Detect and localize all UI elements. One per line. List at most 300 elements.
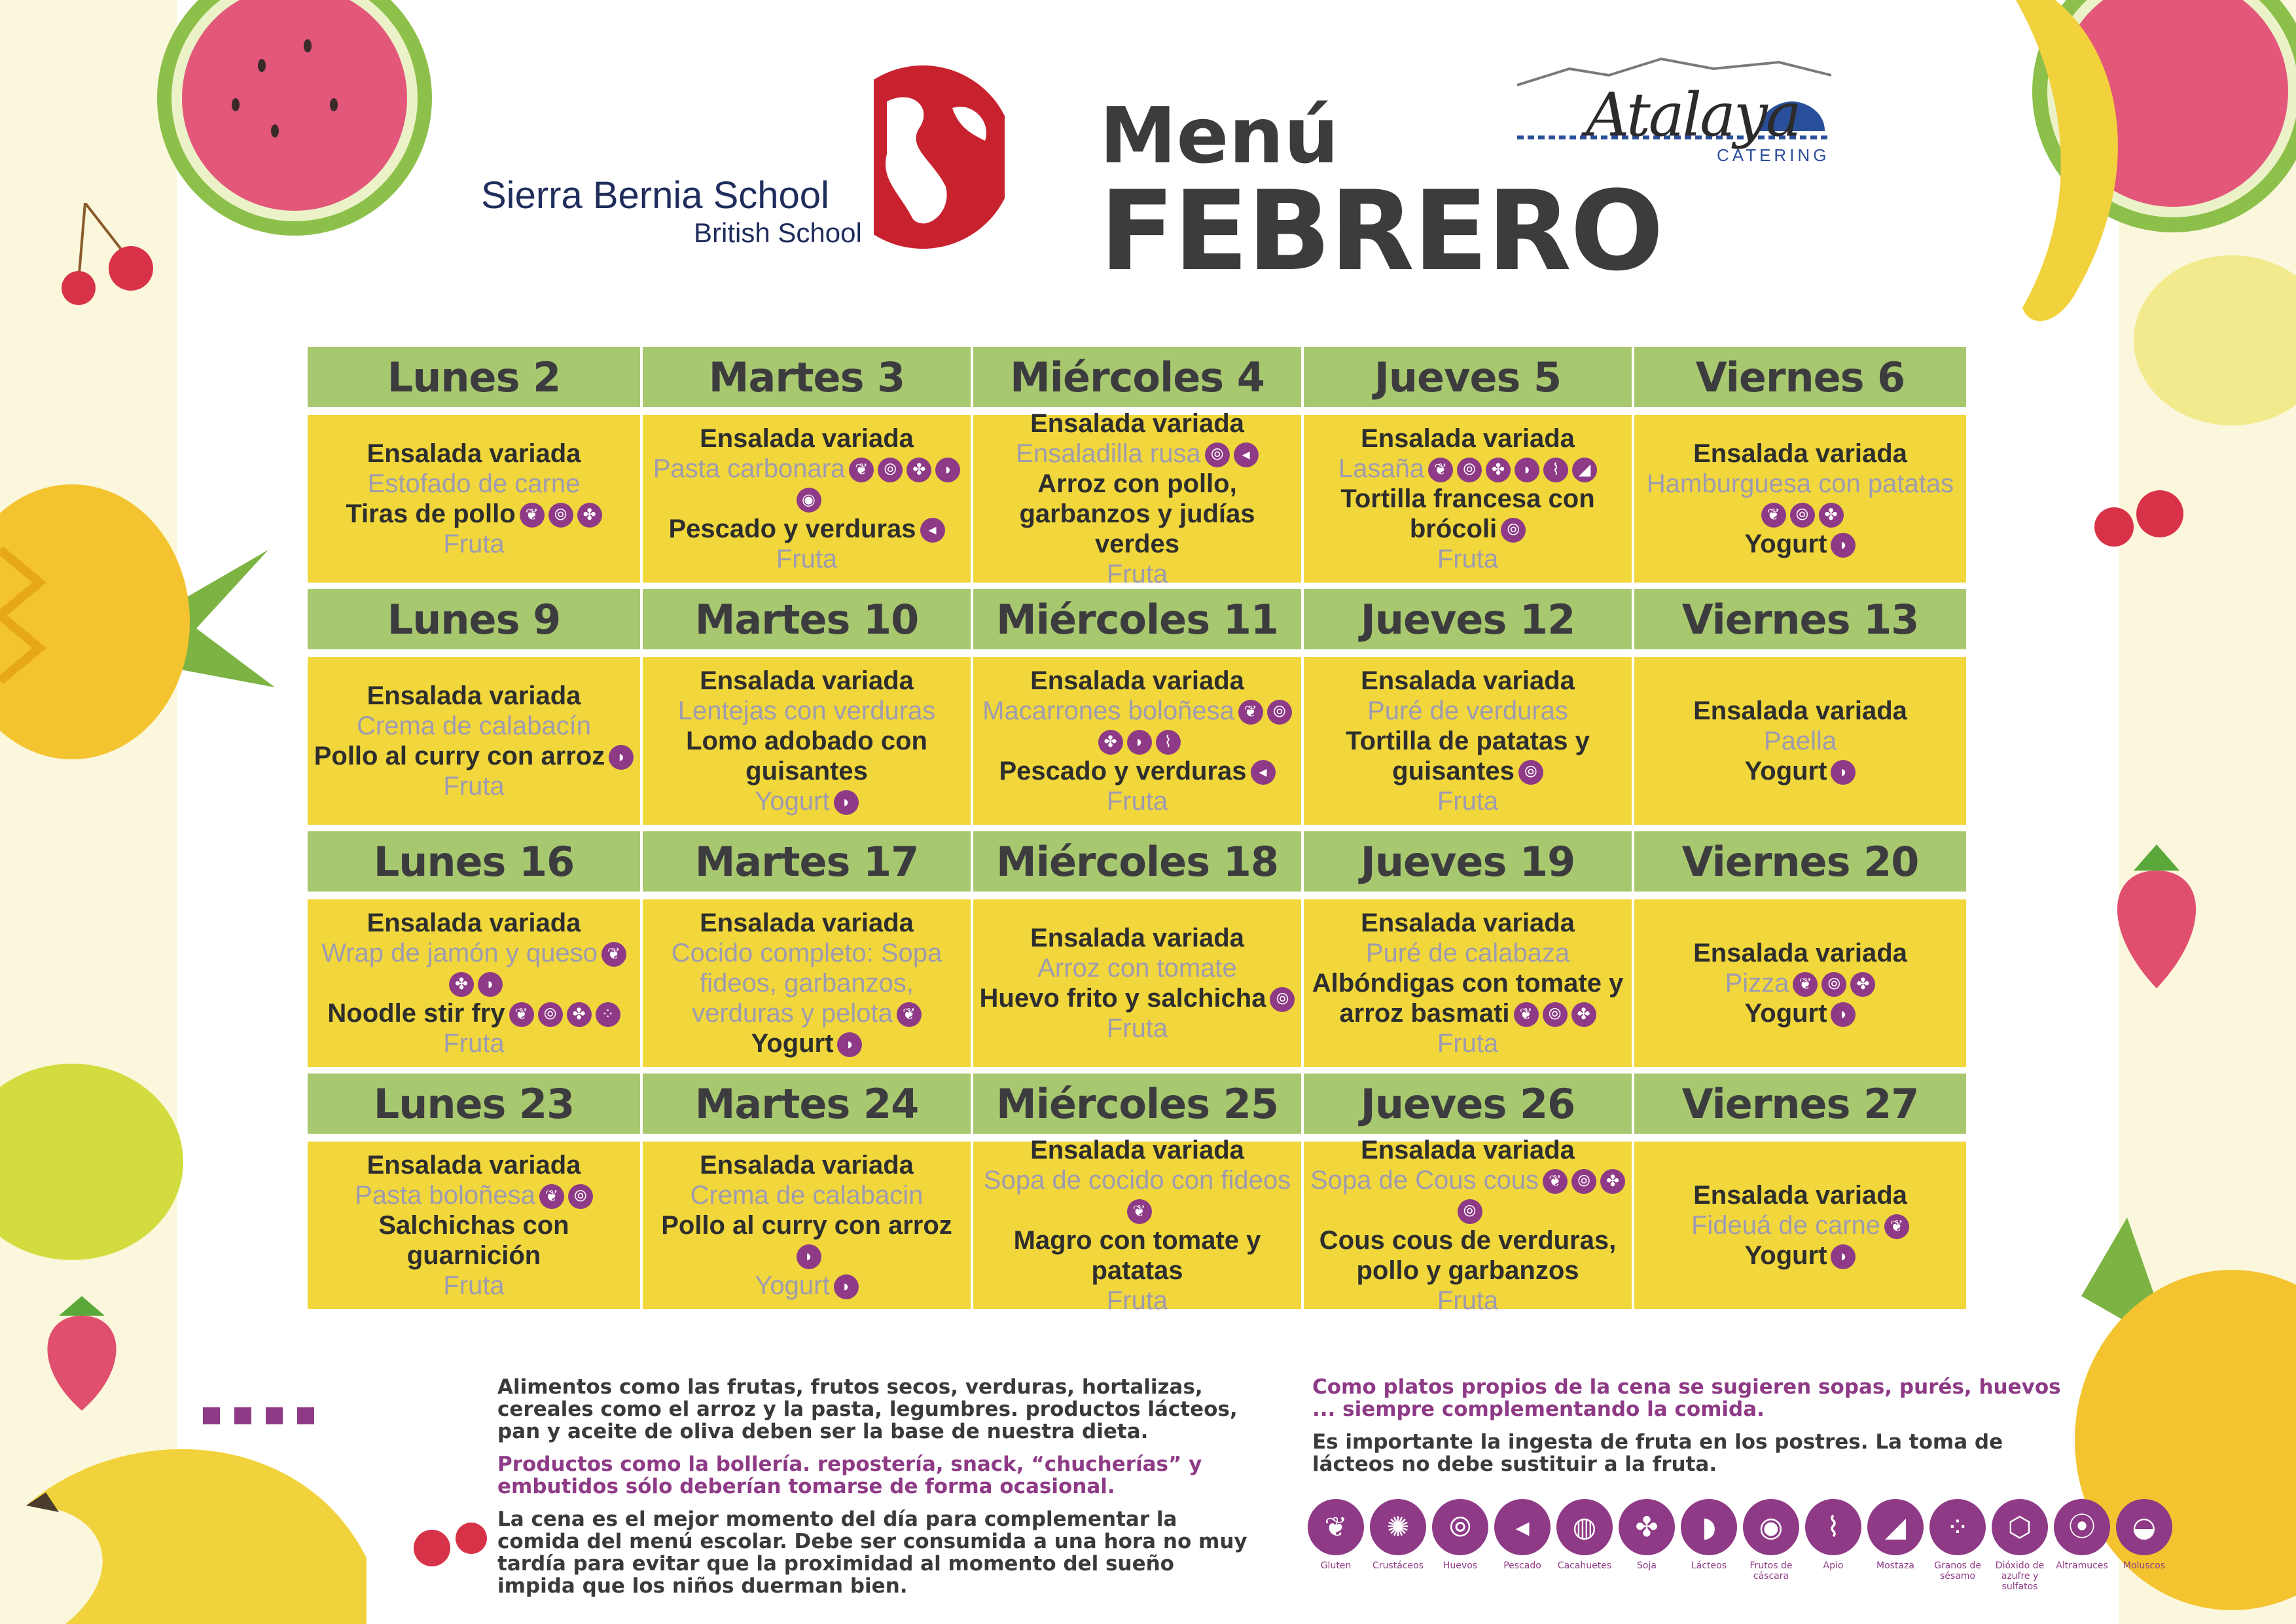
gluten-icon: ❦ (1514, 1002, 1539, 1027)
eggs-icon: ⦾ (1432, 1499, 1488, 1555)
note-paragraph: Como platos propios de la cena se sugieren sopas, purés, huevos ... siempre complementando la comida. (1312, 1375, 2061, 1421)
cherries-decoration-left (52, 203, 183, 314)
dish-line (975, 983, 1300, 1013)
dish-name: Ensalada variada (1361, 424, 1575, 453)
gluten-icon: ❦ (1793, 972, 1818, 997)
dish-name: Lomo adobado con guisantes (686, 727, 927, 785)
mustard-icon: ◢ (1572, 458, 1597, 482)
cherries-decoration-bottom (406, 1499, 497, 1578)
day-menu (973, 1136, 1301, 1315)
dish-name: Puré de calabaza (1365, 939, 1570, 967)
soy-icon: ✤ (1850, 972, 1875, 997)
dish-name: Yogurt (1744, 1241, 1827, 1270)
day-menu (1304, 899, 1632, 1067)
dish-line (749, 786, 863, 816)
dish-line (994, 756, 1281, 786)
caterer-subtitle: CATERING (1717, 145, 1830, 165)
dish-line (1304, 968, 1632, 1028)
dish-name: Ensaladilla rusa (1016, 439, 1201, 468)
gluten-icon: ❦ (1238, 700, 1263, 725)
lemon-decoration-left (0, 1047, 196, 1276)
dish-name: Hamburguesa con patatas (1646, 469, 1954, 498)
dish-name: Yogurt (755, 787, 830, 816)
dish-name: Sopa de cocido con fideos (983, 1166, 1291, 1195)
legend-label: Dióxido de azufre y sulfatos (1995, 1561, 2045, 1592)
gluten-icon: ❦ (897, 1002, 922, 1027)
legend-label: Frutos de cáscara (1749, 1561, 1793, 1581)
crustaceans-icon: ✺ (1370, 1499, 1426, 1555)
dish-line (1686, 1210, 1914, 1240)
fish-icon: ◂ (920, 518, 945, 543)
dish-line (438, 1271, 509, 1301)
mustard-icon: ◢ (1867, 1499, 1924, 1555)
legend-item (1865, 1499, 1926, 1571)
dish-line (643, 726, 971, 786)
eggs-icon: ⦾ (1571, 1169, 1596, 1194)
legend-label: Granos de sésamo (1934, 1561, 1981, 1581)
dish-name: Fruta (1437, 1029, 1499, 1058)
day-menu (1634, 899, 1966, 1067)
dish-name: Estofado de carne (367, 469, 581, 498)
caterer-name: Atalaya (1586, 80, 1800, 150)
eggs-icon: ⦾ (1457, 458, 1482, 482)
dish-line (1011, 439, 1263, 469)
legend-label: Moluscos (2123, 1561, 2166, 1571)
menu-title: Menú (1100, 90, 1339, 181)
dish-name: Fruta (1437, 545, 1499, 573)
soy-icon: ✤ (1098, 730, 1123, 755)
soy-icon: ✤ (1600, 1169, 1625, 1194)
dish-name: Paella (1763, 727, 1837, 755)
dish-line (322, 998, 625, 1028)
dish-name: Ensalada variada (1693, 439, 1907, 468)
legend-label: Pescado (1503, 1561, 1541, 1571)
dish-name: Huevo frito y salchicha (979, 984, 1266, 1013)
day-menu (1634, 1142, 1966, 1309)
soy-icon: ✤ (449, 972, 474, 997)
week-row (308, 347, 1975, 588)
dish-line (1688, 696, 1912, 726)
dish-line (308, 938, 640, 998)
dish-name: Pollo al curry con arroz (314, 742, 605, 770)
eggs-icon: ⦾ (1790, 503, 1815, 528)
dish-name: Fruta (1106, 560, 1168, 588)
dish-name: Ensalada variada (367, 439, 581, 468)
dish-name: Albóndigas con tomate y arroz basmati (1312, 969, 1624, 1028)
dish-line (309, 741, 639, 771)
day-header: Martes 3 (643, 347, 971, 407)
day-header: Viernes 13 (1634, 589, 1966, 649)
dish-name: Arroz con tomate (1037, 954, 1237, 983)
day-menu (643, 415, 971, 583)
dairy-icon: ◗ (1831, 1244, 1856, 1269)
dish-line (1025, 1135, 1249, 1165)
dish-line (673, 696, 941, 726)
dish-name: Sopa de Cous cous (1310, 1166, 1539, 1195)
day-header: Lunes 9 (308, 589, 640, 649)
day-header: Martes 17 (643, 831, 971, 892)
caterer-logo (1517, 39, 1831, 170)
eggs-icon: ⦾ (1267, 700, 1292, 725)
dish-line (1102, 559, 1173, 589)
gluten-icon: ❦ (1884, 1214, 1909, 1239)
dish-line (1355, 1135, 1580, 1165)
fish-icon: ◂ (1494, 1499, 1551, 1555)
dish-line (1025, 408, 1249, 439)
day-menu (1304, 1136, 1632, 1315)
fish-icon: ◂ (1234, 442, 1259, 467)
day-header: Jueves 12 (1304, 589, 1632, 649)
dairy-icon: ◗ (797, 1244, 821, 1269)
dish-line (1688, 439, 1912, 469)
dish-name: Yogurt (751, 1029, 834, 1058)
peanuts-icon: ◍ (1556, 1499, 1613, 1555)
day-header: Lunes 2 (308, 347, 640, 407)
legend-label: Altramuces (2056, 1561, 2108, 1571)
day-header: Jueves 5 (1304, 347, 1632, 407)
dish-line (350, 1180, 598, 1210)
dish-line (1102, 786, 1173, 816)
eggs-icon: ⦾ (538, 1002, 563, 1027)
gluten-icon: ❦ (520, 503, 545, 528)
dish-line (746, 1028, 868, 1058)
legend-item (2114, 1499, 2174, 1571)
day-menu (308, 1142, 640, 1309)
dish-line (1432, 1028, 1503, 1058)
legend-label: Soja (1637, 1561, 1657, 1571)
dish-line (1355, 908, 1580, 938)
dish-line (1432, 544, 1503, 574)
month-title: FEBRERO (1100, 167, 1662, 295)
dish-line (1032, 953, 1242, 983)
dish-name: Fruta (1106, 787, 1168, 816)
dish-line (973, 1225, 1301, 1286)
dish-line (308, 1210, 640, 1271)
dish-name: Ensalada variada (1693, 696, 1907, 725)
dish-name: Pescado y verduras (999, 757, 1247, 785)
gluten-icon: ❦ (849, 458, 874, 482)
dairy-icon: ◗ (1831, 1002, 1856, 1027)
dish-line (1362, 696, 1573, 726)
nuts-icon: ◉ (1743, 1499, 1799, 1555)
dairy-icon: ◗ (609, 745, 634, 770)
dish-name: Ensalada variada (700, 1151, 914, 1180)
dish-name: Ensalada variada (700, 666, 914, 695)
legend-item (1741, 1499, 1801, 1581)
soy-icon: ✤ (577, 503, 602, 528)
eggs-icon: ⦾ (1205, 442, 1230, 467)
purple-dots-decoration (203, 1407, 334, 1427)
eggs-icon: ⦾ (548, 503, 573, 528)
dish-name: Arroz con pollo, garbanzos y judías verdes (1019, 469, 1255, 558)
day-header: Miércoles 11 (973, 589, 1301, 649)
dish-line (749, 1271, 863, 1301)
dish-name: Fruta (443, 772, 505, 801)
legend-label: Cacahuetes (1557, 1561, 1612, 1571)
dish-line (1333, 454, 1602, 484)
dairy-icon: ◗ (837, 1032, 862, 1057)
dish-name: Fruta (443, 530, 505, 558)
dish-name: Tortilla francesa con brócoli (1340, 484, 1595, 543)
dish-line (1304, 726, 1632, 786)
day-header: Viernes 20 (1634, 831, 1966, 892)
gluten-icon: ❦ (1127, 1199, 1152, 1224)
dish-line (1740, 998, 1861, 1028)
dish-line (694, 1150, 919, 1180)
dish-name: Yogurt (1744, 530, 1827, 558)
dish-line (1025, 923, 1249, 953)
dish-line (438, 529, 509, 559)
dish-name: Yogurt (1744, 757, 1827, 785)
dish-name: Ensalada variada (367, 909, 581, 937)
gluten-icon: ❦ (1543, 1169, 1568, 1194)
sesame-icon: ⁘ (1929, 1499, 1986, 1555)
dairy-icon: ◗ (935, 458, 960, 482)
banana-decoration-left (26, 1427, 367, 1624)
sulphites-icon: ⬡ (1992, 1499, 2048, 1555)
legend-label: Huevos (1443, 1561, 1478, 1571)
dish-line (438, 1028, 509, 1058)
dish-line (362, 439, 586, 469)
legend-label: Mostaza (1876, 1561, 1914, 1571)
gluten-icon: ❦ (539, 1184, 564, 1209)
dish-line (643, 454, 971, 514)
legend-item (1990, 1499, 2050, 1592)
celery-icon: ⌇ (1805, 1499, 1861, 1555)
eggs-icon: ⦾ (1501, 518, 1526, 543)
dish-line (1304, 1165, 1632, 1225)
dish-name: Fruta (776, 545, 838, 573)
dairy-icon: ◗ (1515, 458, 1539, 482)
dish-name: Fruta (1437, 1286, 1499, 1315)
dish-name: Ensalada variada (1030, 409, 1244, 438)
day-menu (1634, 415, 1966, 583)
legend-item (2052, 1499, 2112, 1571)
dish-line (1025, 666, 1249, 696)
watermelon-decoration-left (137, 0, 445, 268)
day-menu (643, 657, 971, 825)
cherries-decoration-right (2081, 452, 2193, 556)
dish-line (363, 469, 586, 499)
note-paragraph: Productos como la bollería. repostería, snack, “chucherías” y embutidos sólo deberían tomarse de forma ocasional. (497, 1453, 1202, 1498)
dish-line (340, 499, 607, 529)
dish-name: Ensalada variada (1030, 666, 1244, 695)
dish-name: Pasta boloñesa (355, 1181, 535, 1210)
day-header: Lunes 23 (308, 1074, 640, 1134)
dish-line (685, 1180, 929, 1210)
gluten-icon: ❦ (509, 1002, 534, 1027)
day-header: Miércoles 18 (973, 831, 1301, 892)
dish-line (973, 696, 1301, 756)
day-menu (308, 899, 640, 1067)
dish-line (1304, 1225, 1632, 1286)
dish-line (694, 908, 919, 938)
legend-label: Gluten (1320, 1561, 1352, 1571)
legend-item (1617, 1499, 1677, 1571)
soy-icon: ✤ (1486, 458, 1511, 482)
dish-name: Lentejas con verduras (677, 696, 936, 725)
dish-name: Ensalada variada (700, 424, 914, 453)
dish-name: Fruta (1437, 787, 1499, 816)
dish-name: Ensalada variada (1361, 666, 1575, 695)
dish-name: Noodle stir fry (327, 999, 505, 1028)
dish-name: Crema de calabacín (357, 712, 591, 740)
note-paragraph: La cena es el mejor momento del día para complementar la comida del menú escolar. Debe ser consumida a una hora no muy tardía para evitar que la proximidad al momento del sueño impida que los niños duerman bien. (497, 1507, 1247, 1598)
day-menu (973, 409, 1301, 588)
dish-line (1304, 484, 1632, 544)
legend-item (1554, 1499, 1615, 1571)
school-logo (481, 62, 1005, 259)
dish-line (1634, 469, 1966, 529)
dairy-icon: ◗ (1681, 1499, 1737, 1555)
day-header: Jueves 19 (1304, 831, 1632, 892)
week-row (308, 831, 1975, 1067)
dish-name: Ensalada variada (1361, 909, 1575, 937)
dish-name: Macarrones boloñesa (982, 696, 1234, 725)
dairy-icon: ◗ (478, 972, 503, 997)
dish-name: Yogurt (1744, 999, 1827, 1028)
day-menu (308, 415, 640, 583)
eggs-icon: ⦾ (1270, 987, 1295, 1012)
legend-item (1306, 1499, 1366, 1571)
day-menu (1304, 415, 1632, 583)
dish-line (973, 469, 1301, 559)
dish-name: Tortilla de patatas y guisantes (1346, 727, 1590, 785)
dish-name: Fruta (1106, 1014, 1168, 1043)
gluten-icon: ❦ (1308, 1499, 1364, 1555)
dish-line (643, 1210, 971, 1271)
dish-name: Ensalada variada (367, 1151, 581, 1180)
day-menu (308, 657, 640, 825)
lemon-decoration-right (2127, 242, 2296, 439)
molluscs-icon: ◒ (2116, 1499, 2172, 1555)
dish-name: Tiras de pollo (346, 499, 516, 528)
legend-label: Apio (1823, 1561, 1844, 1571)
school-name: Sierra Bernia School (481, 174, 829, 217)
day-header: Lunes 16 (308, 831, 640, 892)
celery-icon: ⌇ (1543, 458, 1568, 482)
dish-name: Magro con tomate y patatas (1013, 1226, 1261, 1285)
day-menu (973, 899, 1301, 1067)
dairy-icon: ◗ (834, 790, 859, 815)
day-header: Viernes 27 (1634, 1074, 1966, 1134)
legend-item (1928, 1499, 1988, 1581)
day-menu (1634, 657, 1966, 825)
dish-name: Ensalada variada (1361, 1136, 1575, 1164)
dish-name: Lasaña (1338, 454, 1425, 483)
gluten-icon: ❦ (601, 942, 626, 967)
dish-name: Ensalada variada (1030, 1136, 1244, 1164)
legend-item (1430, 1499, 1490, 1571)
eggs-icon: ⦾ (878, 458, 903, 482)
strawberry-decoration-left (33, 1296, 131, 1414)
legend-item (1679, 1499, 1739, 1571)
dish-line (1102, 1286, 1173, 1316)
pineapple-decoration-left (0, 471, 275, 772)
day-header: Martes 24 (643, 1074, 971, 1134)
dish-line (694, 666, 919, 696)
legend-label: Crustáceos (1372, 1561, 1424, 1571)
dish-line (1355, 666, 1580, 696)
day-menu (973, 657, 1301, 825)
nuts-icon: ◉ (797, 488, 821, 513)
dish-name: Pescado y verduras (668, 514, 916, 543)
day-header: Martes 10 (643, 589, 971, 649)
dish-name: Ensalada variada (1030, 924, 1244, 952)
eggs-icon: ⦾ (1821, 972, 1846, 997)
dish-line (1720, 968, 1881, 998)
dish-line (1740, 1240, 1861, 1271)
dish-line (1759, 726, 1842, 756)
note-paragraph: Es importante la ingesta de fruta en los postres. La toma de lácteos no debe sustituir a la fruta. (1312, 1430, 2003, 1476)
dish-line (1688, 938, 1912, 968)
day-menu (643, 899, 971, 1067)
legend-label: Lácteos (1691, 1561, 1727, 1571)
celery-icon: ⌇ (1156, 730, 1181, 755)
dish-name: Ensalada variada (367, 681, 581, 710)
dish-name: Crema de calabacin (690, 1181, 924, 1210)
soy-icon: ✤ (906, 458, 931, 482)
dish-line (664, 514, 950, 544)
eggs-icon: ⦾ (568, 1184, 593, 1209)
day-menu (1304, 657, 1632, 825)
eggs-icon: ⦾ (1518, 760, 1543, 785)
gluten-icon: ❦ (1428, 458, 1453, 482)
dish-line (438, 771, 509, 801)
eggs-icon: ⦾ (1458, 1199, 1482, 1224)
week-row (308, 589, 1975, 825)
dish-line (771, 544, 842, 574)
school-subtitle: British School (694, 217, 862, 248)
dairy-icon: ◗ (1831, 533, 1856, 558)
dish-line (1688, 1180, 1912, 1210)
dish-name: Fruta (1106, 1286, 1168, 1315)
dish-name: Pizza (1725, 969, 1789, 998)
sesame-icon: ⁘ (596, 1002, 620, 1027)
dairy-icon: ◗ (1831, 760, 1856, 785)
dish-name: Fruta (443, 1029, 505, 1058)
day-header: Miércoles 4 (973, 347, 1301, 407)
day-menu (643, 1142, 971, 1309)
dish-line (1432, 1286, 1503, 1316)
dish-line (1361, 938, 1575, 968)
soy-icon: ✤ (1819, 503, 1844, 528)
dairy-icon: ◗ (834, 1274, 859, 1299)
day-header: Miércoles 25 (973, 1074, 1301, 1134)
dairy-icon: ◗ (1127, 730, 1152, 755)
fish-icon: ◂ (1251, 760, 1276, 785)
note-paragraph: Alimentos como las frutas, frutos secos, verduras, hortalizas, cereales como el arroz y la pasta, legumbres. productos lácteos, pan y aceite de oliva deben ser la base de nuestra dieta. (497, 1375, 1238, 1443)
gluten-icon: ❦ (1761, 503, 1786, 528)
legend-item (1368, 1499, 1428, 1571)
dish-line (1432, 786, 1503, 816)
dish-line (1740, 529, 1861, 559)
dish-line (351, 711, 596, 741)
dish-name: Puré de verduras (1367, 696, 1568, 725)
dish-line (643, 938, 971, 1028)
dish-name: Ensalada variada (1693, 939, 1907, 967)
lupins-icon: ⦿ (2054, 1499, 2110, 1555)
soy-icon: ✤ (1571, 1002, 1596, 1027)
soy-icon: ✤ (567, 1002, 592, 1027)
dish-name: Fideuá de carne (1691, 1211, 1881, 1240)
dish-name: Cous cous de verduras, pollo y garbanzos (1319, 1226, 1617, 1285)
dish-name: Ensalada variada (1693, 1181, 1907, 1210)
dish-line (1355, 424, 1580, 454)
day-header: Jueves 26 (1304, 1074, 1632, 1134)
dish-name: Pollo al curry con arroz (661, 1211, 952, 1240)
dish-name: Yogurt (755, 1271, 830, 1300)
